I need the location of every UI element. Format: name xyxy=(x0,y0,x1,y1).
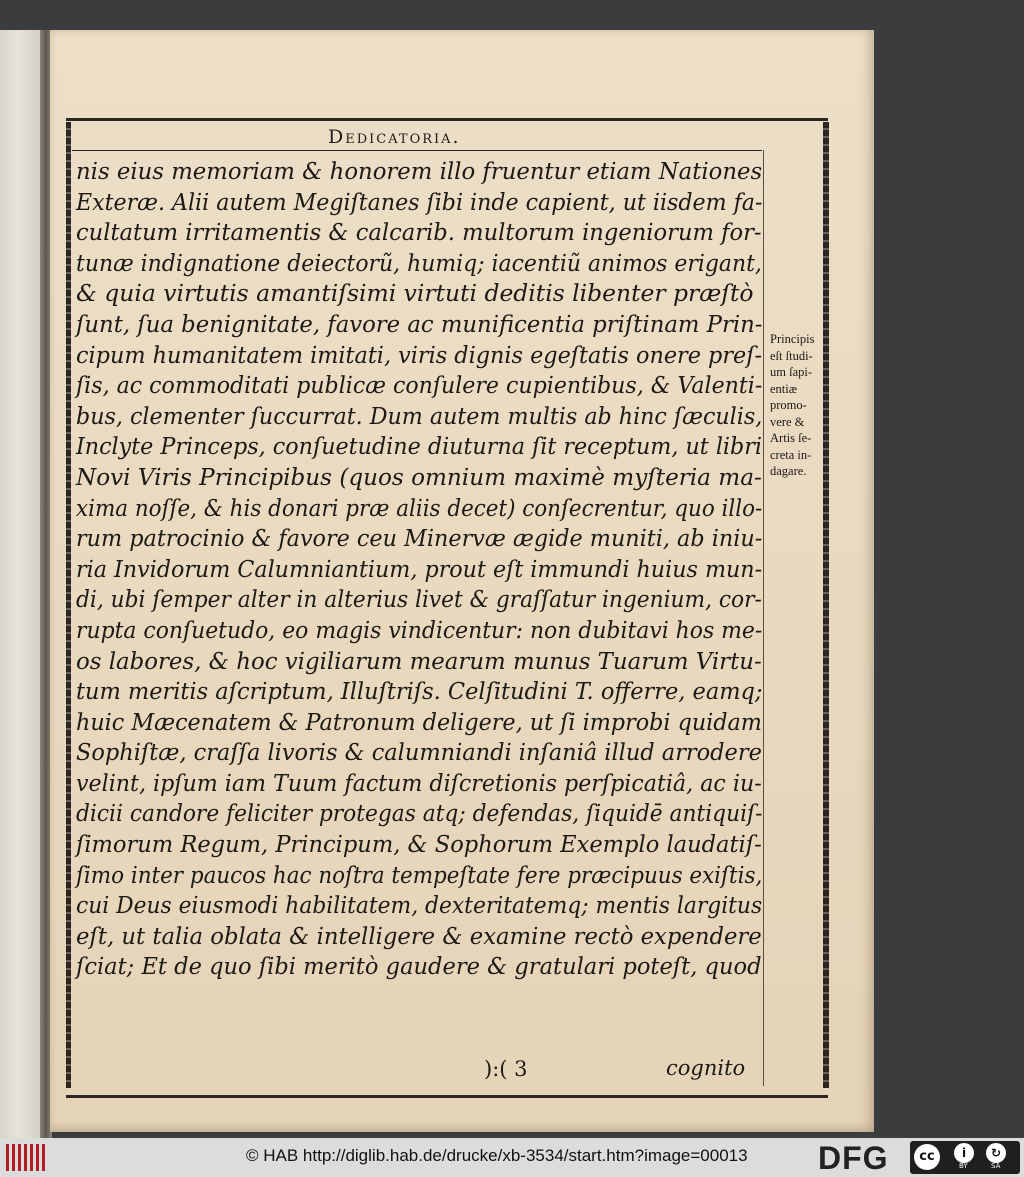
text-line: dicii candore feliciter protegas atq; defendas, ſiquidē antiquiſ- xyxy=(76,799,763,828)
text-line: velint, ipſum iam Tuum factum diſcretionis perſpicatiâ, ac iu- xyxy=(76,768,762,797)
text-line: eſt, ut talia oblata & intelligere & examine rectò expendere xyxy=(76,921,762,950)
text-line: rupta conſuetudo, eo magis vindicentur: non dubitavi hos me- xyxy=(76,615,763,644)
text-line: Inclyte Princeps, conſuetudine diuturna ſit receptum, ut libri xyxy=(76,432,763,461)
signature-mark: ):( 3 xyxy=(484,1057,528,1081)
margin-note-line: creta in- xyxy=(770,447,812,462)
margin-note-line: eſt ſtudi- xyxy=(770,348,813,363)
text-line: ria Invidorum Calumniantium, prout eſt immundi huius mun- xyxy=(76,554,763,583)
text-line: cultatum irritamentis & calcarib. multorum ingeniorum for- xyxy=(76,218,762,247)
border-left xyxy=(66,122,71,1088)
header-rule xyxy=(72,150,762,151)
text-line: huic Mæcenatem & Patronum deligere, ut ſi improbi quidam xyxy=(76,707,762,736)
source-credit-link[interactable]: © HAB http://diglib.hab.de/drucke/xb-3534/start.htm?image=00013 xyxy=(246,1146,748,1165)
body-text xyxy=(76,156,764,982)
margin-note-line: promo- xyxy=(770,398,807,412)
cc-icon: cc xyxy=(914,1144,940,1170)
text-line: xima noſſe, & his donari præ aliis decet) conſecrentur, quo illo- xyxy=(76,493,763,522)
by-person-icon: i xyxy=(954,1143,974,1163)
text-line: os labores, & hoc vigiliarum mearum munus Tuarum Virtu- xyxy=(76,646,762,675)
text-line: tunæ indignatione deiectorũ, humiq; iacentiũ animos erigant, xyxy=(76,248,762,277)
border-right xyxy=(823,122,829,1088)
text-line: cipum humanitatem imitati, viris dignis egeſtatis onere preſ- xyxy=(76,340,763,369)
dfg-logo-icon: DFG xyxy=(818,1140,889,1176)
running-head: Dedicatoria. xyxy=(328,126,461,148)
text-line: ſciat; Et de quo ſibi meritò gaudere & gratulari poteſt, quod xyxy=(76,952,762,981)
margin-note xyxy=(770,331,824,480)
text-line: tum meritis aſcriptum, Illuſtriſs. Celſitudini T. offerre, eamq; xyxy=(76,677,763,706)
margin-note-line: dagare. xyxy=(770,464,807,478)
text-line: & quia virtutis amantiſsimi virtuti deditis libenter præſtò xyxy=(76,279,754,308)
share-alike-icon: ↻ xyxy=(986,1143,1006,1163)
margin-note-line: um ſapi- xyxy=(770,365,813,379)
text-line: rum patrocinio & favore ceu Minervæ ægide muniti, ab iniu- xyxy=(76,524,763,553)
hab-logo-icon xyxy=(6,1144,46,1171)
margin-note-line: Principis xyxy=(770,332,815,346)
margin-note-line: vere & xyxy=(770,414,805,429)
margin-note-line: Artis ſe- xyxy=(770,431,812,445)
text-line: cui Deus eiusmodi habilitatem, dexteritatemq; mentis largitus xyxy=(76,891,763,920)
margin-note-line: entiæ xyxy=(770,381,798,396)
text-line: di, ubi ſemper alter in alterius livet & graſſatur ingenium, cor- xyxy=(76,585,762,614)
text-line: ſimorum Regum, Principum, & Sophorum Exemplo laudatiſ- xyxy=(76,830,762,859)
text-line: ſimo inter paucos hac noſtra tempeſtate fere præcipuus exiſtis, xyxy=(76,860,763,889)
text-line: Sophiſtæ, craſſa livoris & calumniandi inſaniâ illud arrodere xyxy=(76,738,762,767)
sa-label: SA xyxy=(991,1162,1001,1170)
text-line: ſunt, ſua benignitate, favore ac munificentia priſtinam Prin- xyxy=(76,309,763,338)
text-line: ſis, ac commoditati publicæ conſulere cupientibus, & Valenti- xyxy=(76,371,763,400)
by-label: BY xyxy=(959,1162,968,1170)
text-line: bus, clementer ſuccurrat. Dum autem multis ab hinc ſæculis, xyxy=(76,401,763,430)
text-line: Exteræ. Alii autem Megiſtanes ſibi inde capient, ut iisdem fa- xyxy=(76,187,763,216)
text-line: nis eius memoriam & honorem illo fruentur etiam Nationes xyxy=(76,157,763,185)
text-line: Novi Viris Principibus (quos omnium maximè myſteria ma- xyxy=(76,462,762,491)
footer-bar xyxy=(0,1138,1024,1177)
cc-license-badge[interactable] xyxy=(910,1141,1020,1174)
catchword: cognito xyxy=(666,1056,746,1080)
